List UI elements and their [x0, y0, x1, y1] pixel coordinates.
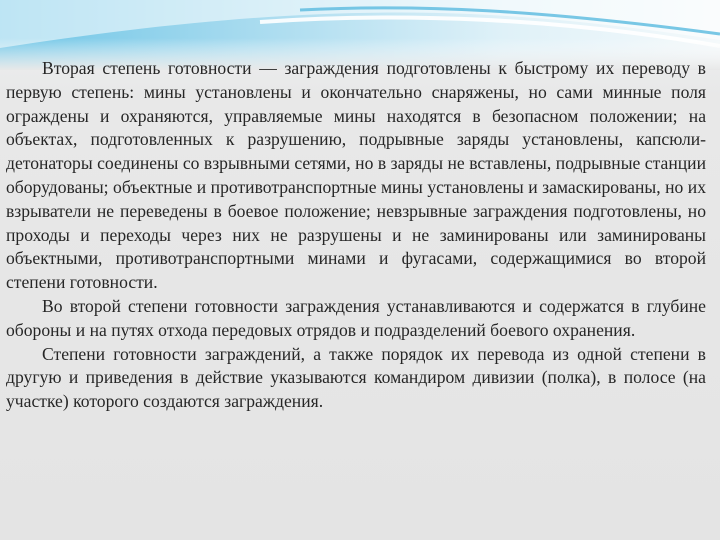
- paragraph-2: Во второй степени готовности заграждения устанавливаются и содержатся в глубине обороны и на путях отхода передовых отрядов и подразделений боевого охранения.: [6, 295, 706, 340]
- paragraph-3: Степени готовности заграждений, а также порядок их перевода из одной степени в другую и приведения в действие указываются командиром дивизии (полка), в полосе (на участке) которого создаются заграждения.: [6, 343, 706, 412]
- paragraph-1: Вторая степень готовности — заграждения подготовлены к быстрому их переводу в первую степень: мины установлены и окончательно снаряжены, но сами минные поля ограждены и охраняются, управляемые мины находятся в безопасном положении; на объектах, подготовленных к разрушению, подрывные заряды установлены, капсюли-детонаторы соединены со взрывными сетями, но в заряды не вставлены, подрывные станции оборудованы; объектные и противотранспортные мины установлены и замаскированы, но их взрыватели не переведены в боевое положение; невзрывные заграждения подготовлены, но проходы и переходы через них не разрушены и не заминированы или заминированы объектными, противотранспортными минами и фугасами, содержащимися во второй степени готовности.: [6, 58, 706, 293]
- document-text-body: [6, 57, 706, 414]
